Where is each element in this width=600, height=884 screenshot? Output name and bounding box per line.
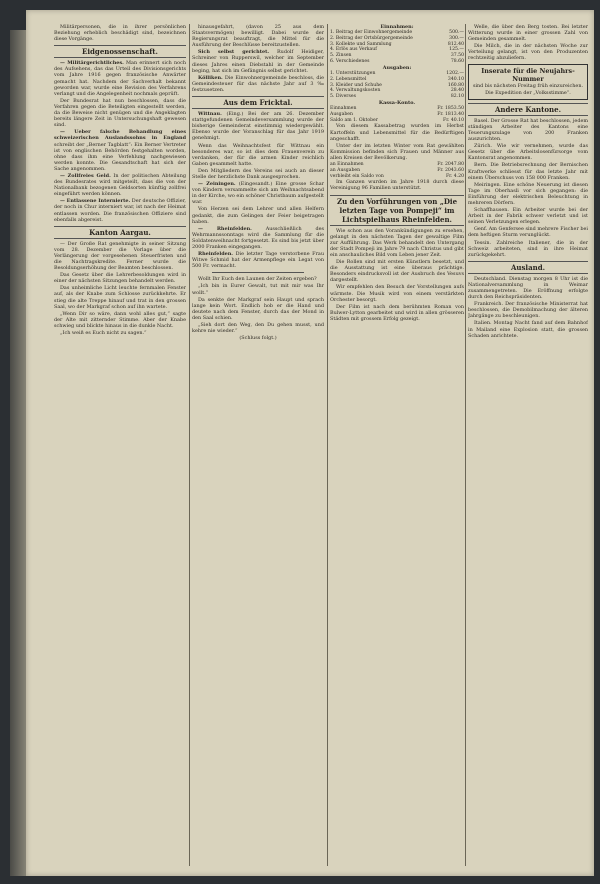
row-amount: 78.60 xyxy=(450,59,464,65)
subheading-militaer: — Militärgerichtliches. xyxy=(60,60,124,67)
paragraph: Deutschland. Dienstag morgen 8 Uhr ist die Nationalversammlung in Weimar zusammengetreten. Die Eröffnung erfolgte durch den Reichspräsidenten. xyxy=(468,275,588,301)
row-amount: 82.10 xyxy=(450,94,464,100)
paragraph: Die Rollen sind mit ersten Künstlern besetzt, und die Ausstattung ist eine überaus prächtige. Besonders eindrucksvoll ist der Ausbruch des Vesuvs dargestellt. xyxy=(330,259,464,284)
row-amount: 340.10 xyxy=(447,76,464,82)
paragraph: Die Einwohnergemeinde beschloss, die Gemeindesteuer für das nächste Jahr auf 3 ‰ festzusetzen. xyxy=(192,74,324,93)
subheading: Wittnau. xyxy=(198,111,222,118)
section-heading-fricktal: Aus dem Fricktal. xyxy=(192,96,324,109)
subheading-zollfrei: — Zollfreies Geld. xyxy=(60,172,111,179)
row-label: Ausgaben xyxy=(330,111,353,117)
paragraph: Den Mitgliedern des Vereins sei auch an dieser Stelle der herzlichste Dank ausgesprochen. xyxy=(192,167,324,180)
row-amount: 125.— xyxy=(449,47,464,53)
paragraph: Im Ganzen wurden im Jahre 1918 durch diese Vereinigung 96 Familien unterstützt. xyxy=(330,179,464,192)
row-label: Saldo am 1. Oktober xyxy=(330,117,378,123)
paragraph: schreibt der „Berner Tagblatt“: Ein Berner Vertreter ist von englischen Behörden festgehalten worden, ohne dass ihm eine Verfehlung nachgewiesen werden konnte. Die Gesandtschaft hat sich der Sache angenommen. xyxy=(54,141,186,172)
section-heading-eidgenossenschaft: Eidgenossenschaft. xyxy=(54,45,186,58)
row-label: Einnahmen xyxy=(330,106,357,112)
row-amount: Fr. 2043.60 xyxy=(437,167,464,173)
notice-box xyxy=(468,64,588,100)
row-label: 1. Beitrag der Einwohnergemeinde xyxy=(330,30,413,36)
section-heading-pompeji: Zu den Vorführungen von „Die letzten Tage von Pompeji“ im Lichtspielhaus Rheinfelden. xyxy=(330,195,464,226)
paragraph: Der Bundesrat hat nun beschlossen, dass die Verfahren gegen die Beteiligten eingestellt werden, da die Beweise nicht genügen und die Angeklagten bereits längere Zeit in Untersuchungshaft gewesen sind. xyxy=(54,97,186,129)
table-title-income: Einnahmen: xyxy=(380,24,414,30)
paragraph: Tessin. Zahlreiche Italiener, die in der Schweiz arbeiteten, sind in ihre Heimat zurückgekehrt. xyxy=(468,239,588,258)
paragraph: Wollt Ihr Euch den Launen der Zeiten ergeben? xyxy=(198,276,317,283)
paragraph: Bern. Die Betriebsrechnung der Bernischen Kraftwerke schliesst für das letzte Jahr mit einem Überschuss von 158 000 Franken. xyxy=(468,162,588,181)
row-amount: 300.— xyxy=(449,35,464,41)
row-label: 5. Zinsen xyxy=(330,53,352,59)
paragraph: Der Film ist nach dem berühmten Roman von Bulwer-Lytton gearbeitet und wird in allen grösseren Städten mit grossem Erfolg gezeigt. xyxy=(330,303,464,322)
row-label: 3. Kleider und Schuhe xyxy=(330,82,382,88)
paragraph: (Eingesandt.) Eine grosse Schar von Kindern versammelte sich am Weihnachtsabend in der Kirche, wo ein schöner Christbaum aufgestellt war. xyxy=(192,181,324,206)
paragraph: Der deutsche Offizier, der noch in Chur interniert war, ist nach der Heimat entlassen worden. Die französischen Offiziere sind ebenfalls abgereist. xyxy=(54,198,186,223)
paragraph: „Sieh dort den Weg, den Du gehen musst, und kehre nie wieder.“ xyxy=(192,322,324,335)
to-be-continued: (Schluss folgt.) xyxy=(239,335,277,342)
paragraph: Genf. Am Genfersee sind mehrere Fischer bei dem heftigen Sturm verunglückt. xyxy=(468,226,588,239)
column-rule xyxy=(465,24,466,866)
row-amount: Fr. 1853.50 xyxy=(437,106,464,112)
column-1 xyxy=(54,24,186,869)
row-label: 3. Kollekte und Sammlung xyxy=(330,41,392,47)
section-heading-ausland: Ausland. xyxy=(468,261,588,274)
row-amount: 160.80 xyxy=(447,82,464,88)
row-amount: 500.— xyxy=(449,30,464,36)
row-label: an Einnahmen xyxy=(330,162,364,167)
table-title-account: Kassa-Konto. xyxy=(378,99,416,106)
intro-paragraph: Militärpersonen, die in ihrer persönlichen Beziehung erheblich beschädigt sind, bezeichnen diese Vorgänge. xyxy=(54,24,186,43)
row-amount: Fr. 1813.40 xyxy=(437,111,464,117)
subheading: Sich selbst gerichtet. xyxy=(198,49,270,56)
column-4 xyxy=(468,24,588,869)
section-heading-kantone: Andere Kantone. xyxy=(468,103,588,116)
row-label: 4. Erlös aus Verkauf xyxy=(330,47,377,53)
section-heading-aargau: Kanton Aargau. xyxy=(54,226,186,239)
row-amount: Fr. 2047.80 xyxy=(437,162,464,167)
notice-title: Inserate für die Neujahrs-Nummer xyxy=(481,66,575,83)
column-3 xyxy=(330,24,464,869)
paragraph: Italien. Montag Nacht fand auf dem Bahnhof in Mailand eine Explosion statt, die grossen Schaden anrichtete. xyxy=(468,320,588,339)
paragraph: In der politischen Abteilung des Bundesrates wird mitgeteilt, dass die von der Nationalbank bezogenen Geldsorten künftig zollfrei eingeführt werden können. xyxy=(54,172,186,198)
paragraph: „Wenn Dir so wäre, dann wohl alles gut,“ sagte der Alte mit zitternder Stimme. Aber der Knabe schwieg und blickte hinaus in die dunkle Nacht. xyxy=(54,310,186,329)
paragraph: Wenn das Weihnachtsfest für Wittnau ein besonderes war, so ist dies dem Frauenverein zu verdanken, der für die armen Kinder reichlich Gaben gesammelt hatte. xyxy=(192,142,324,167)
paragraph: Das Gesetz über die Lehrerbesoldungen wird in einer der nächsten Sitzungen behandelt werden. xyxy=(54,272,186,285)
column-rule xyxy=(189,24,190,866)
subheading: Rheinfelden. xyxy=(198,251,234,258)
paragraph: Wie schon aus den Vorankündigungen zu ersehen, gelangt in den nächsten Tagen der gewaltige Film zur Aufführung. Das Werk behandelt den Untergang der Stadt Pompeji im Jahre 79 nach Christus und gibt ein anschauliches Bild vom Leben jener Zeit. xyxy=(330,227,464,258)
row-amount: Fr. 4.20 xyxy=(445,173,464,179)
column-rule xyxy=(327,24,328,866)
paragraph: Ausschließlich des Wehrmannssonntags wird die Sammlung für die Soldatenweihnacht fortgesetzt. Es sind bis jetzt über 2000 Franken eingegangen. xyxy=(192,225,324,250)
paragraph: Meiringen. Eine schöne Neuerung ist diesen Tage im Oberhasli vor sich gegangen: die Einführung der elektrischen Beleuchtung in mehreren Dörfern. xyxy=(468,181,588,206)
paragraph: Das unheimliche Licht leuchte fernmalen Fenster auf, als der Knabe zum Schlosse zurückkehrte. Er stieg die alte Treppe hinauf und trat in den grossen Saal, wo der Markgraf schon auf ihn wartete. xyxy=(54,285,186,310)
row-amount: 812.40 xyxy=(447,41,464,47)
paragraph: Zürich. Wie wir vernehmen, wurde das Gesetz über die Arbeitslosenfürsorge vom Kantonsrat angenommen. xyxy=(468,143,588,162)
subheading: Kölliken. xyxy=(198,74,223,81)
subheading: — Rheinfelden. xyxy=(198,225,252,232)
row-amount: 37.50 xyxy=(450,53,464,59)
subheading-england: — Ueber falsche Behandlung eines schweizerischen Auslandssohns in England xyxy=(54,129,186,142)
paragraph: Unter der im letzten Winter vom Rat gewählten Kommission befinden sich Frauen und Männer aus allen Kreisen der Bevölkerung. xyxy=(330,142,464,161)
row-label: 4. Verwaltungskosten xyxy=(330,88,381,94)
subheading: — Zeiningen. xyxy=(198,181,236,188)
paragraph: „Ich bin in Eurer Gewalt, tut mit mir was Ihr wollt.“ xyxy=(192,283,324,296)
paragraph: Welle, die über den Berg tosten. Bei letzter Witterung wurde in einer grossen Zahl von Gemeinden gesammelt. xyxy=(468,24,588,43)
row-label: 6. Verschiedenes xyxy=(330,59,370,65)
account-table xyxy=(330,106,464,123)
divider xyxy=(212,272,304,273)
paragraph: Basel. Der Grosse Rat hat beschlossen, jedem ständigen Arbeiter des Kantons eine Teuerungszulage von 200 Franken auszurichten. xyxy=(468,117,588,143)
income-table xyxy=(330,30,464,65)
row-amount: 28.40 xyxy=(450,88,464,94)
row-label: 2. Lebensmittel xyxy=(330,76,367,82)
table-title-expenses: Ausgaben: xyxy=(382,64,412,71)
paragraph: (Eing.) Bei der am 26. Dezember stattgefundenen Gemeindeversammlung wurde der bisherige Gemeinderat einstimmig wiedergewählt. Ebenso wurde der Voranschlag für das Jahr 1919 genehmigt. xyxy=(192,111,324,142)
row-label: verbleibt ein Saldo von xyxy=(330,173,384,179)
paragraph: Rudolf Heidiger, Schreiner von Rupperswil, welcher im September dieses Jahres einen Diebstahl in der Gemeinde beging, hat sich im Gefängnis selbst gerichtet. xyxy=(192,49,324,74)
row-label: 1. Unterstützungen xyxy=(330,70,376,76)
expenses-table xyxy=(330,71,464,100)
column-2 xyxy=(192,24,324,869)
paragraph: Schaffhausen. Ein Arbeiter wurde bei der Arbeit in der Fabrik schwer verletzt und ist seinen Verletzungen erlegen. xyxy=(468,207,588,226)
row-label: 5. Diverses xyxy=(330,94,356,100)
paragraph: Von diesem Kassabetrag wurden im Herbst Kartoffeln und Lebensmittel für die Bedürftigen angeschafft. xyxy=(330,123,464,142)
newspaper-page xyxy=(26,10,594,876)
paragraph: Wir empfehlen den Besuch der Vorstellungen aufs wärmste. Die Musik wird von einem verstärkten Orchester besorgt. xyxy=(330,284,464,303)
row-amount: Fr. 40.10 xyxy=(443,117,464,123)
paragraph: Die letzter Tage verstorbene Frau Witwe Schmid hat der Armenpflege ein Legat von 500 Fr. vermacht. xyxy=(192,251,324,270)
paragraph: Von Herzen sei dem Lehrer und allen Helfern gedankt, die zum Gelingen der Feier beigetragen haben. xyxy=(192,206,324,225)
paragraph: Da senkte der Markgraf sein Haupt und sprach lange kein Wort. Endlich hob er die Hand und deutete nach dem Fenster, durch das der Mond in den Saal schien. xyxy=(192,296,324,321)
notice-signature: Die Expedition der „Volksstimme“. xyxy=(485,89,571,96)
paragraph: „Ich weiß es Euch nicht zu sagen.“ xyxy=(60,330,147,337)
paragraph: Die Milch, die in der nächsten Woche zur Verteilung gelangt, ist von den Produzenten rechtzeitig abzuliefern. xyxy=(468,43,588,62)
paragraph: — Der Große Rat genehmigte in seiner Sitzung vom 28. Dezember die Vorlage über die Verlängerung der vorgesehenen Steuerfristen und die Nachtragskredite. Ferner wurde die Besoldungserhöhung der Beamten beschlossen. xyxy=(54,240,186,272)
row-label: an Ausgaben xyxy=(330,167,361,173)
total-table xyxy=(330,162,464,179)
paragraph: hinausgefahrt, (davon 25 aus dem Staatsvermögen) bewilligt. Dabei wurde der Regierungsrat beauftragt, die Mittel für die Ausführung der Beschlüsse bereitzustellen. xyxy=(192,24,324,49)
row-label: 2. Beitrag der Ortsbürgergemeinde xyxy=(330,35,413,41)
subheading-internierte: — Entlassene Internierte. xyxy=(60,198,131,205)
notice-text: sind bis nächsten Freitag früh einzureichen. xyxy=(472,82,584,89)
row-amount: 1202.— xyxy=(446,70,464,76)
paragraph: Man erinnert sich noch des Aufsehens, das das Urteil des Divisionsgerichts vom Jahre 1916 gegen französische Anwärter gemacht hat. Nachdem der Sachverhalt bekannt geworden war, wurde eine Revision des Verfahrens verlangt und die Angelegenheit nochmals geprüft. xyxy=(54,60,186,97)
paragraph: Frankreich. Der französische Ministerrat hat beschlossen, die Demobilmachung der älteren Jahrgänge zu beschleunigen. xyxy=(468,301,588,320)
